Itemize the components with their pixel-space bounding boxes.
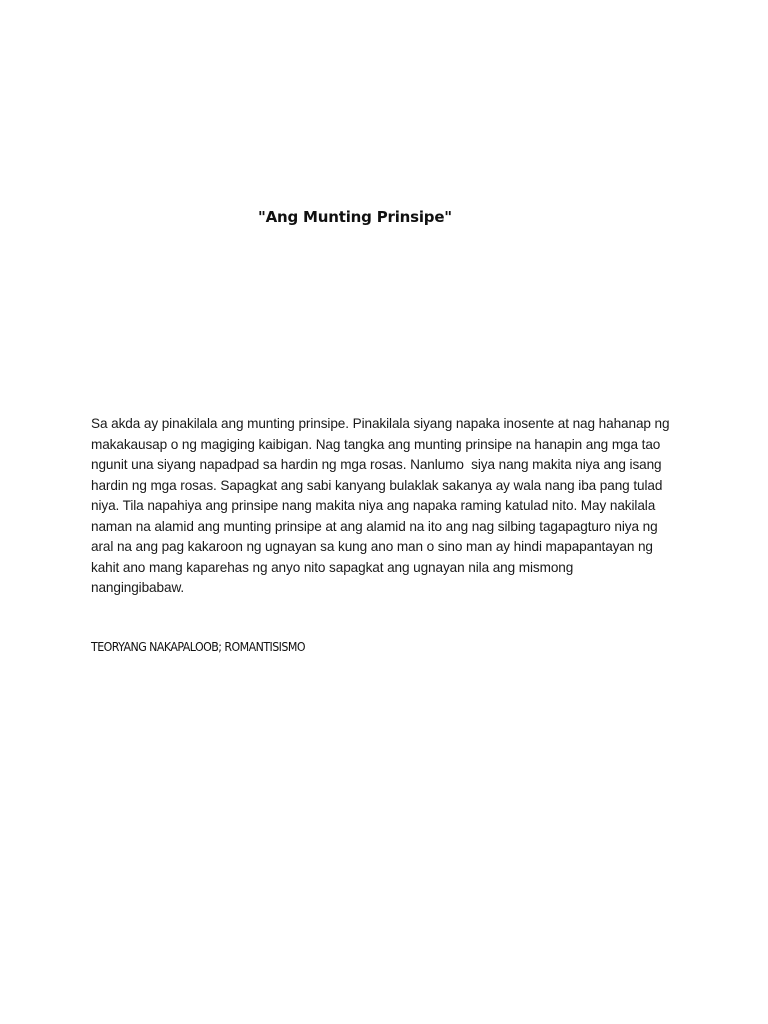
paragraph-line: makakausap o ng magiging kaibigan. Nag tangka ang munting prinsipe na hanapin ang mga tao [91, 436, 661, 452]
document-title: "Ang Munting Prinsipe" [258, 208, 452, 226]
theory-label: TEORYANG NAKAPALOOB; ROMANTISISMO [91, 640, 305, 654]
paragraph-line: aral na ang pag kakaroon ng ugnayan sa kung ano man o sino man ay hindi mapapantayan ng [91, 539, 653, 554]
paragraph-line: kahit ano mang kaparehas ng anyo nito sapagkat ang ugnayan nila ang mismong [91, 559, 574, 575]
paragraph-line: Sa akda ay pinakilala ang munting prinsipe. Pinakilala siyang napaka inosente at nag hahanap ng [91, 416, 670, 431]
summary-paragraph [91, 414, 691, 599]
paragraph-line: naman na alamid ang munting prinsipe at ang alamid na ito ang nag silbing tagapagturo niya ng [91, 518, 658, 534]
paragraph-line: nangingibabaw. [91, 580, 185, 595]
paragraph-line: ngunit una siyang napadpad sa hardin ng mga rosas. Nanlumo siya nang makita niya ang isang [91, 457, 662, 472]
paragraph-line: hardin ng mga rosas. Sapagkat ang sabi kanyang bulaklak sakanya ay wala nang iba pang tulad [91, 477, 663, 493]
paragraph-line: niya. Tila napahiya ang prinsipe nang makita niya ang napaka raming katulad nito. May nakilala [91, 498, 656, 513]
